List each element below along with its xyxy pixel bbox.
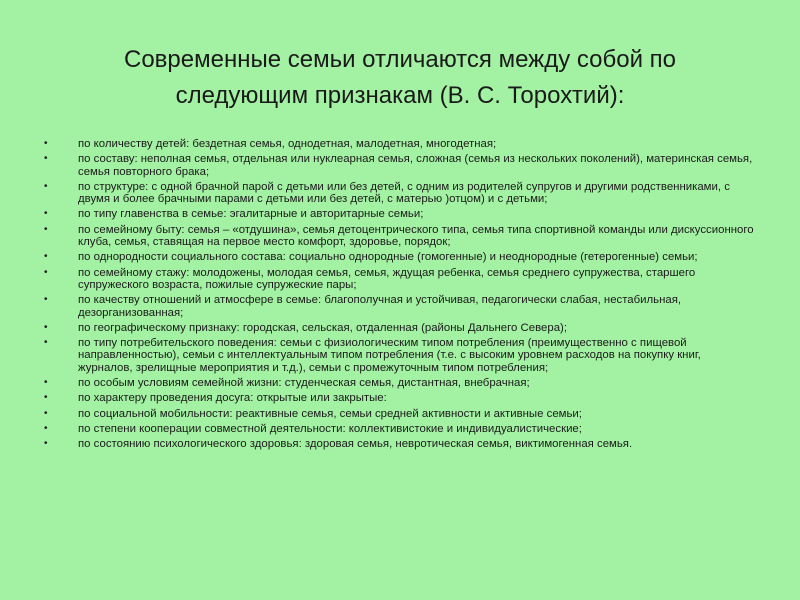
bullet-item xyxy=(40,267,756,292)
bullet-item xyxy=(40,392,756,404)
bullet-marker-icon: • xyxy=(44,153,48,165)
bullet-marker-icon: • xyxy=(44,138,48,149)
bullet-text: по особым условиям семейной жизни: студенческая семья, дистантная, внебрачная; xyxy=(78,377,530,390)
bullet-item xyxy=(40,438,756,450)
bullet-text: по семейному быту: семья – «отдушина», семья детоцентрического типа, семья типа спортивной команды или дискуссионного клуба, семья, ставящая на первое место комфорт, здоровье, порядок; xyxy=(78,223,754,249)
bullet-text: по характеру проведения досуга: открытые или закрытые: xyxy=(78,392,387,405)
bullet-text: по составу: неполная семья, отдельная или нуклеарная семья, сложная (семья из нескольких поколений), материнская семья, семья повторного брака; xyxy=(78,153,753,178)
bullet-text: по состоянию психологического здоровья: здоровая семья, невротическая семья, виктимогенная семья. xyxy=(78,438,633,451)
bullet-marker-icon: • xyxy=(44,251,48,263)
slide-title-line: следующим признакам (В. С. Торохтий): xyxy=(175,82,625,109)
bullet-marker-icon: • xyxy=(44,321,48,333)
bullet-item xyxy=(40,153,756,178)
bullet-text: по географическому признаку: городская, сельская, отдаленная (районы Дальнего Севера); xyxy=(78,321,567,334)
bullet-marker-icon: • xyxy=(44,180,48,192)
bullet-text: по степени кооперации совместной деятельности: коллективистокие и индивидуалистические; xyxy=(78,422,582,435)
bullet-item xyxy=(40,377,756,389)
bullet-text: по однородности социального состава: социально однородные (гомогенные) и неоднородные (гетерогенные) семьи; xyxy=(78,251,698,264)
bullet-marker-icon: • xyxy=(44,337,48,349)
bullet-marker-icon: • xyxy=(44,407,48,419)
bullet-list xyxy=(40,138,756,454)
slide-title xyxy=(40,42,760,114)
bullet-marker-icon: • xyxy=(44,294,48,306)
bullet-marker-icon: • xyxy=(44,223,48,235)
bullet-item xyxy=(40,322,756,334)
bullet-text: по социальной мобильности: реактивные семья, семьи средней активности и активные семьи; xyxy=(78,407,582,420)
bullet-item xyxy=(40,423,756,435)
bullet-marker-icon: • xyxy=(44,422,48,434)
bullet-item xyxy=(40,337,756,374)
bullet-text: по количеству детей: бездетная семья, однодетная, малодетная, многодетная; xyxy=(78,138,497,150)
bullet-item xyxy=(40,294,756,319)
bullet-text: по типу главенства в семье: эгалитарные и авторитарные семьи; xyxy=(78,208,424,221)
bullet-text: по структуре: с одной брачной парой с детьми или без детей, с одним из родителей супругов и другими родственниками, с двумя и более брачными парами с детьми или без детей, с матерью )отцом) и с детьми; xyxy=(78,180,730,206)
bullet-text: по семейному стажу: молодожены, молодая семья, семья, ждущая ребенка, семья среднего супружества, старшего супружеского возраста, пожилые супружеские пары; xyxy=(78,266,696,291)
bullet-item xyxy=(40,251,756,263)
bullet-marker-icon: • xyxy=(44,392,48,404)
bullet-text: по типу потребительского поведения: семьи с физиологическим типом потребления (преимущественно с пищевой направленностью), семьи с интеллектуальным типом потребления (т.е. с высоким уровнем расходов на покупку книг, журналов, зрелищные мероприятия и т.д.), семьи с промежуточным типом потребления; xyxy=(78,337,701,374)
bullet-item xyxy=(40,181,756,206)
bullet-item xyxy=(40,208,756,220)
bullet-marker-icon: • xyxy=(44,438,48,450)
bullet-text: по качеству отношений и атмосфере в семье: благополучная и устойчивая, педагогически слабая, нестабильная, дезорганизованная; xyxy=(78,294,682,319)
bullet-marker-icon: • xyxy=(44,208,48,220)
bullet-marker-icon: • xyxy=(44,266,48,278)
bullet-marker-icon: • xyxy=(44,377,48,389)
slide-title-line: Современные семьи отличаются между собой по xyxy=(123,46,676,73)
bullet-item xyxy=(40,138,756,150)
bullet-item xyxy=(40,408,756,420)
bullet-item xyxy=(40,224,756,249)
